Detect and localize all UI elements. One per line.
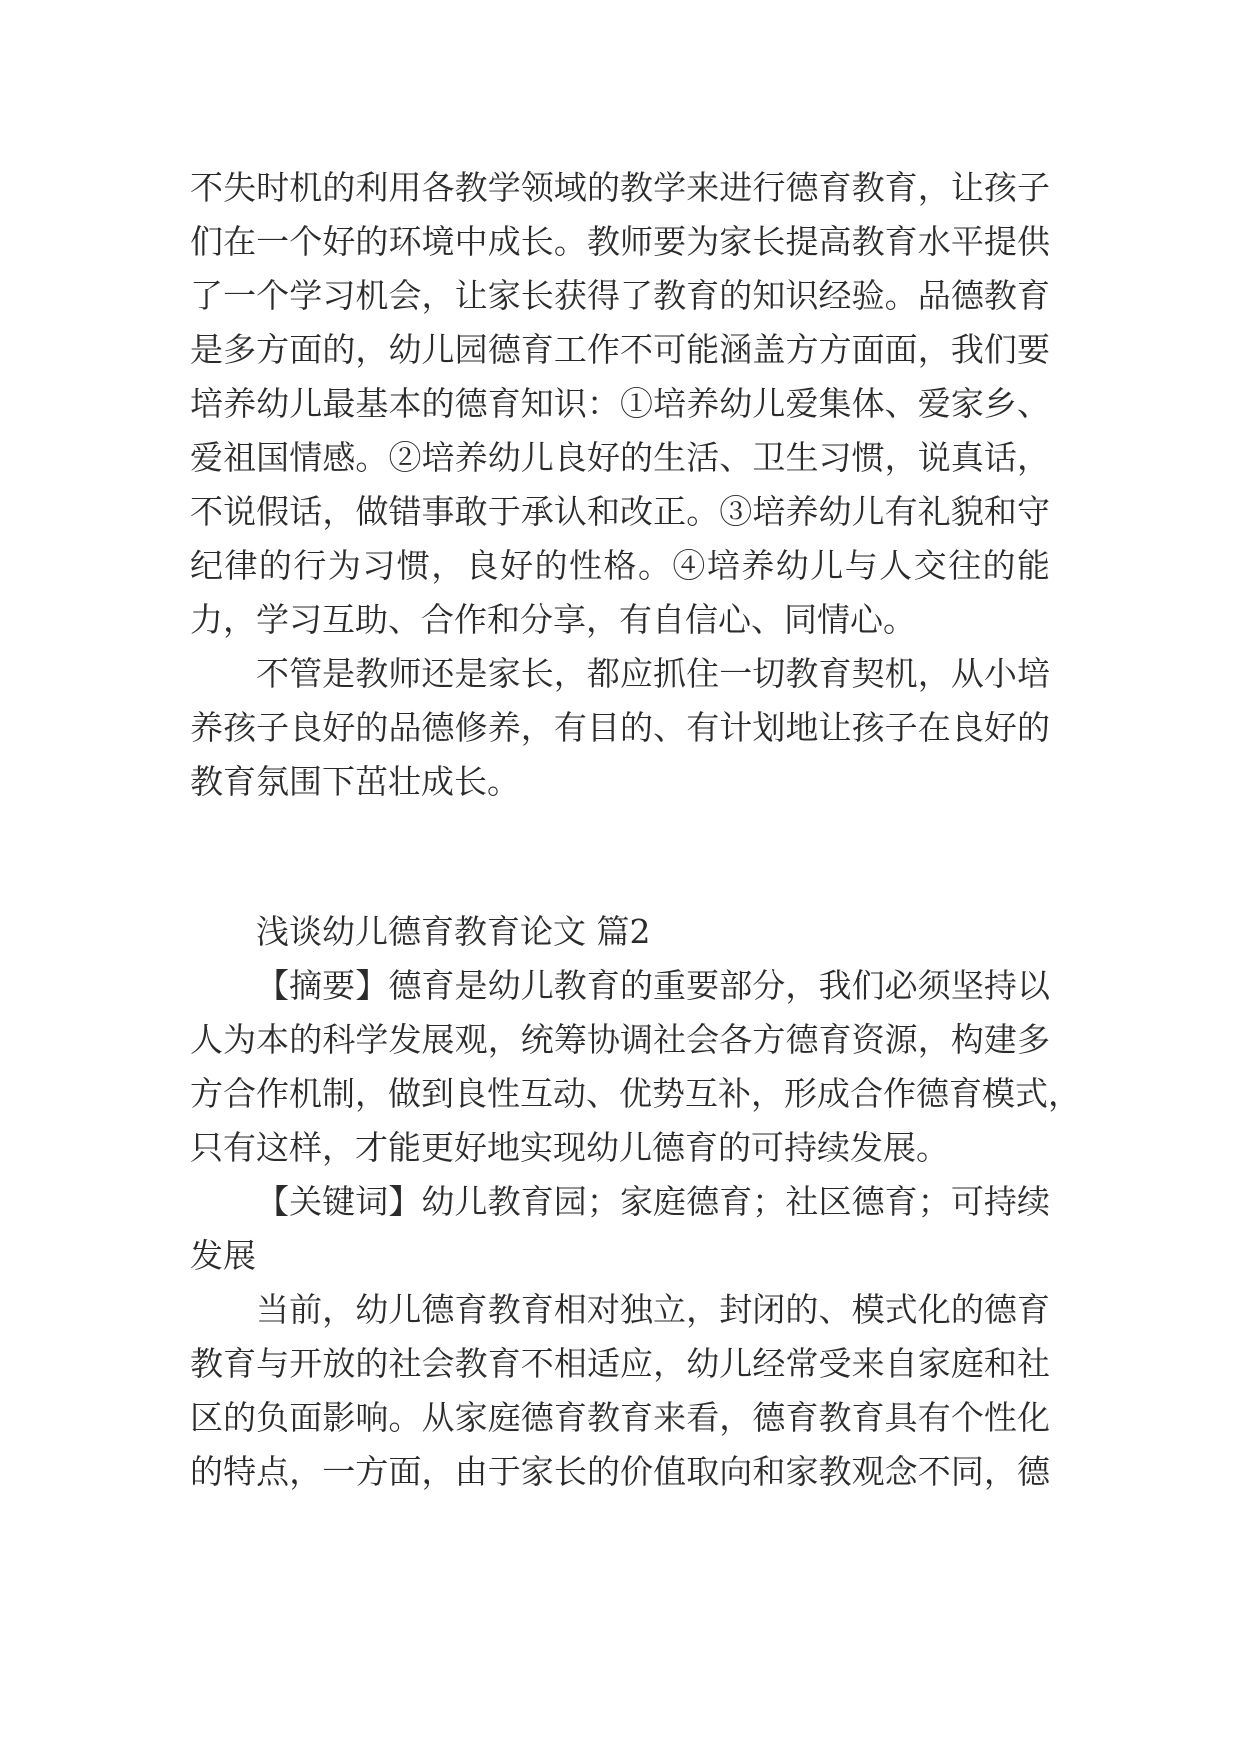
paragraph-first-line: 不管是教师还是家长，都应抓住一切教育契机，从小培 xyxy=(256,654,1050,693)
text-line: 不失时机的利用各教学领域的教学来进行德育教育，让孩子 xyxy=(190,168,1050,207)
text-line: 发展 xyxy=(190,1236,256,1275)
abstract-first-line: 【摘要】德育是幼儿教育的重要部分，我们必须坚持以 xyxy=(256,966,1050,1005)
text-line: 教育与开放的社会教育不相适应，幼儿经常受来自家庭和社 xyxy=(190,1344,1050,1383)
text-line: 养孩子良好的品德修养，有目的、有计划地让孩子在良好的 xyxy=(190,708,1050,747)
section-heading: 浅谈幼儿德育教育论文 篇2 xyxy=(256,912,651,951)
text-line: 不说假话，做错事敢于承认和改正。③培养幼儿有礼貌和守 xyxy=(190,492,1050,531)
text-line: 是多方面的，幼儿园德育工作不可能涵盖方方面面，我们要 xyxy=(190,330,1050,369)
text-line: 了一个学习机会，让家长获得了教育的知识经验。品德教育 xyxy=(190,276,1050,315)
text-line: 区的负面影响。从家庭德育教育来看，德育教育具有个性化 xyxy=(190,1398,1050,1437)
text-line: 只有这样，才能更好地实现幼儿德育的可持续发展。 xyxy=(190,1128,949,1167)
text-line: 力，学习互助、合作和分享，有自信心、同情心。 xyxy=(190,600,916,639)
text-line: 们在一个好的环境中成长。教师要为家长提高教育水平提供 xyxy=(190,222,1050,261)
text-line: 爱祖国情感。②培养幼儿良好的生活、卫生习惯，说真话， xyxy=(190,438,1050,477)
paragraph-first-line: 当前，幼儿德育教育相对独立，封闭的、模式化的德育 xyxy=(256,1290,1050,1329)
text-line: 人为本的科学发展观，统筹协调社会各方德育资源，构建多 xyxy=(190,1020,1050,1059)
text-line: 纪律的行为习惯，良好的性格。④培养幼儿与人交往的能 xyxy=(190,546,1050,585)
text-line: 培养幼儿最基本的德育知识：①培养幼儿爱集体、爱家乡、 xyxy=(190,384,1050,423)
text-line: 方合作机制，做到良性互动、优势互补，形成合作德育模式， xyxy=(190,1074,1081,1113)
text-line: 教育氛围下茁壮成长。 xyxy=(190,762,520,801)
text-line: 的特点，一方面，由于家长的价值取向和家教观念不同，德 xyxy=(190,1452,1050,1491)
keywords-line: 【关键词】幼儿教育园；家庭德育；社区德育；可持续 xyxy=(256,1182,1050,1221)
